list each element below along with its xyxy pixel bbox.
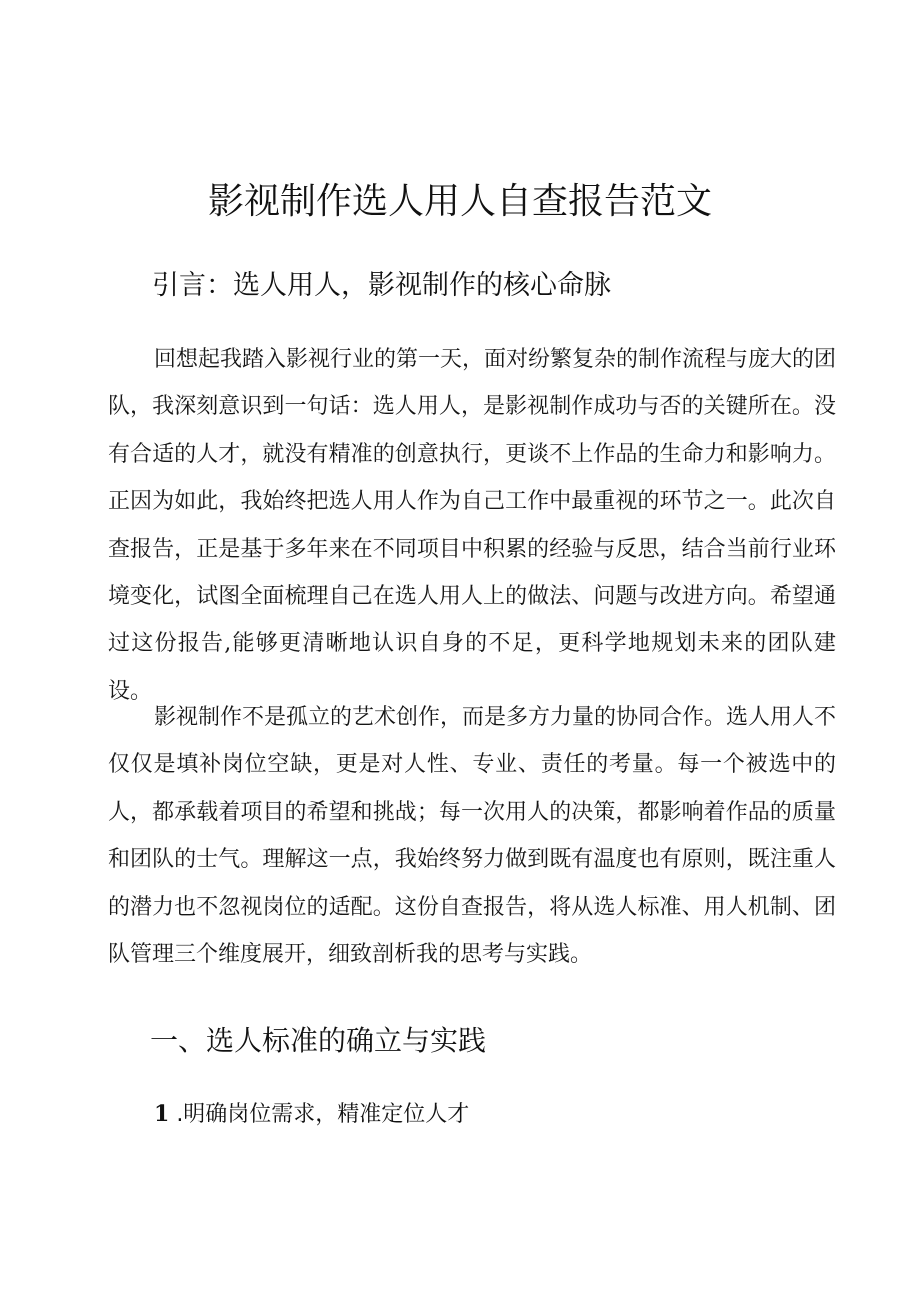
subsection-number: 1 xyxy=(154,1101,170,1127)
section-heading: 一、选人标准的确立与实践 xyxy=(150,1024,487,1057)
body-paragraph-1: 回想起我踏入影视行业的第一天，面对纷繁复杂的制作流程与庞大的团队，我深刻意识到一句话：选人用人，是影视制作成功与否的关键所在。没有合适的人才，就没有精准的创意执行，更谈不上作品的生命力和影响力。正因为如此，我始终把选人用人作为自己工作中最重视的环节之一。此次自查报告，正是基于多年来在不同项目中积累的经验与反思，结合当前行业环境变化，试图全面梳理自己在选人用人上的做法、问题与改进方向。希望通过这份报告,能够更清晰地认识自身的不足，更科学地规划未来的团队建设。 xyxy=(108,347,837,704)
body-paragraph-2: 影视制作不是孤立的艺术创作，而是多方力量的协同合作。选人用人不仅仅是填补岗位空缺，更是对人性、专业、责任的考量。每一个被选中的人，都承载着项目的希望和挑战；每一次用人的决策，都影响着作品的质量和团队的士气。理解这一点，我始终努力做到既有温度也有原则，既注重人的潜力也不忽视岗位的适配。这份自查报告，将从选人标准、用人机制、团队管理三个维度展开，细致剖析我的思考与实践。 xyxy=(108,705,837,968)
document-title: 影视制作选人用人自查报告范文 xyxy=(207,181,712,222)
subsection-heading xyxy=(154,1094,469,1135)
subsection-label: .明确岗位需求，精准定位人才 xyxy=(176,1102,470,1127)
intro-heading: 引言：选人用人，影视制作的核心命脉 xyxy=(152,270,611,301)
